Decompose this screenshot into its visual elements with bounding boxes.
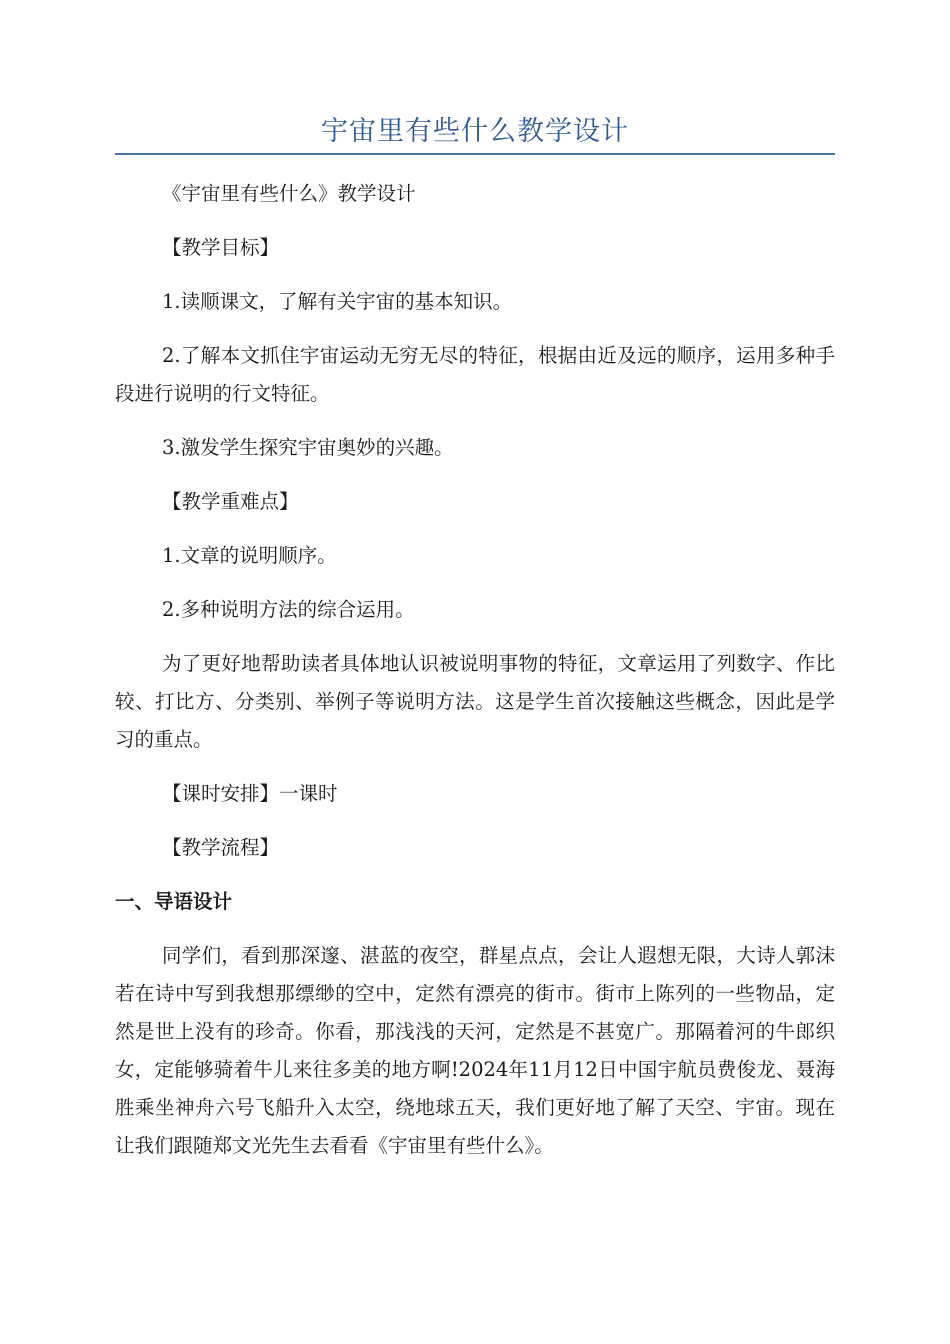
- paragraph-objectives-heading: 【教学目标】: [162, 236, 280, 259]
- paragraph-schedule: 【课时安排】一课时: [162, 782, 338, 805]
- section-heading-intro: 一、导语设计: [115, 890, 233, 913]
- paragraph-keypoints-heading: 【教学重难点】: [162, 490, 299, 513]
- document-body: [115, 175, 835, 1181]
- document-title: 宇宙里有些什么教学设计: [321, 116, 629, 147]
- paragraph-intro-text: 同学们，看到那深邃、湛蓝的夜空，群星点点，会让人遐想无限，大诗人郭沫若在诗中写到我想那缥缈的空中，定然有漂亮的街市。街市上陈列的一些物品，定然是世上没有的珍奇。你看，那浅浅的天河，定然是不甚宽广。那隔着河的牛郎织女，定能够骑着牛儿来往多美的地方啊!2024年11月12日中国宇航员费俊龙、聂海胜乘坐神舟六号飞船升入太空，绕地球五天，我们更好地了解了天空、宇宙。现在让我们跟随郑文光先生去看看《宇宙里有些什么》。: [115, 944, 835, 1157]
- title-underline: [115, 153, 835, 155]
- paragraph-keypoint-explanation: 为了更好地帮助读者具体地认识被说明事物的特征，文章运用了列数字、作比较、打比方、分类别、举例子等说明方法。这是学生首次接触这些概念，因此是学习的重点。: [115, 652, 835, 751]
- paragraph-keypoint-1: 1.文章的说明顺序。: [162, 544, 337, 567]
- paragraph-keypoint-2: 2.多种说明方法的综合运用。: [162, 598, 415, 621]
- paragraph-subtitle: 《宇宙里有些什么》教学设计: [162, 182, 416, 205]
- paragraph-process-heading: 【教学流程】: [162, 836, 280, 859]
- paragraph-objective-3: 3.激发学生探究宇宙奥妙的兴趣。: [162, 436, 454, 459]
- paragraph-objective-1: 1.读顺课文，了解有关宇宙的基本知识。: [162, 290, 513, 313]
- paragraph-objective-2: 2.了解本文抓住宇宙运动无穷无尽的特征，根据由近及远的顺序，运用多种手段进行说明的行文特征。: [115, 344, 835, 405]
